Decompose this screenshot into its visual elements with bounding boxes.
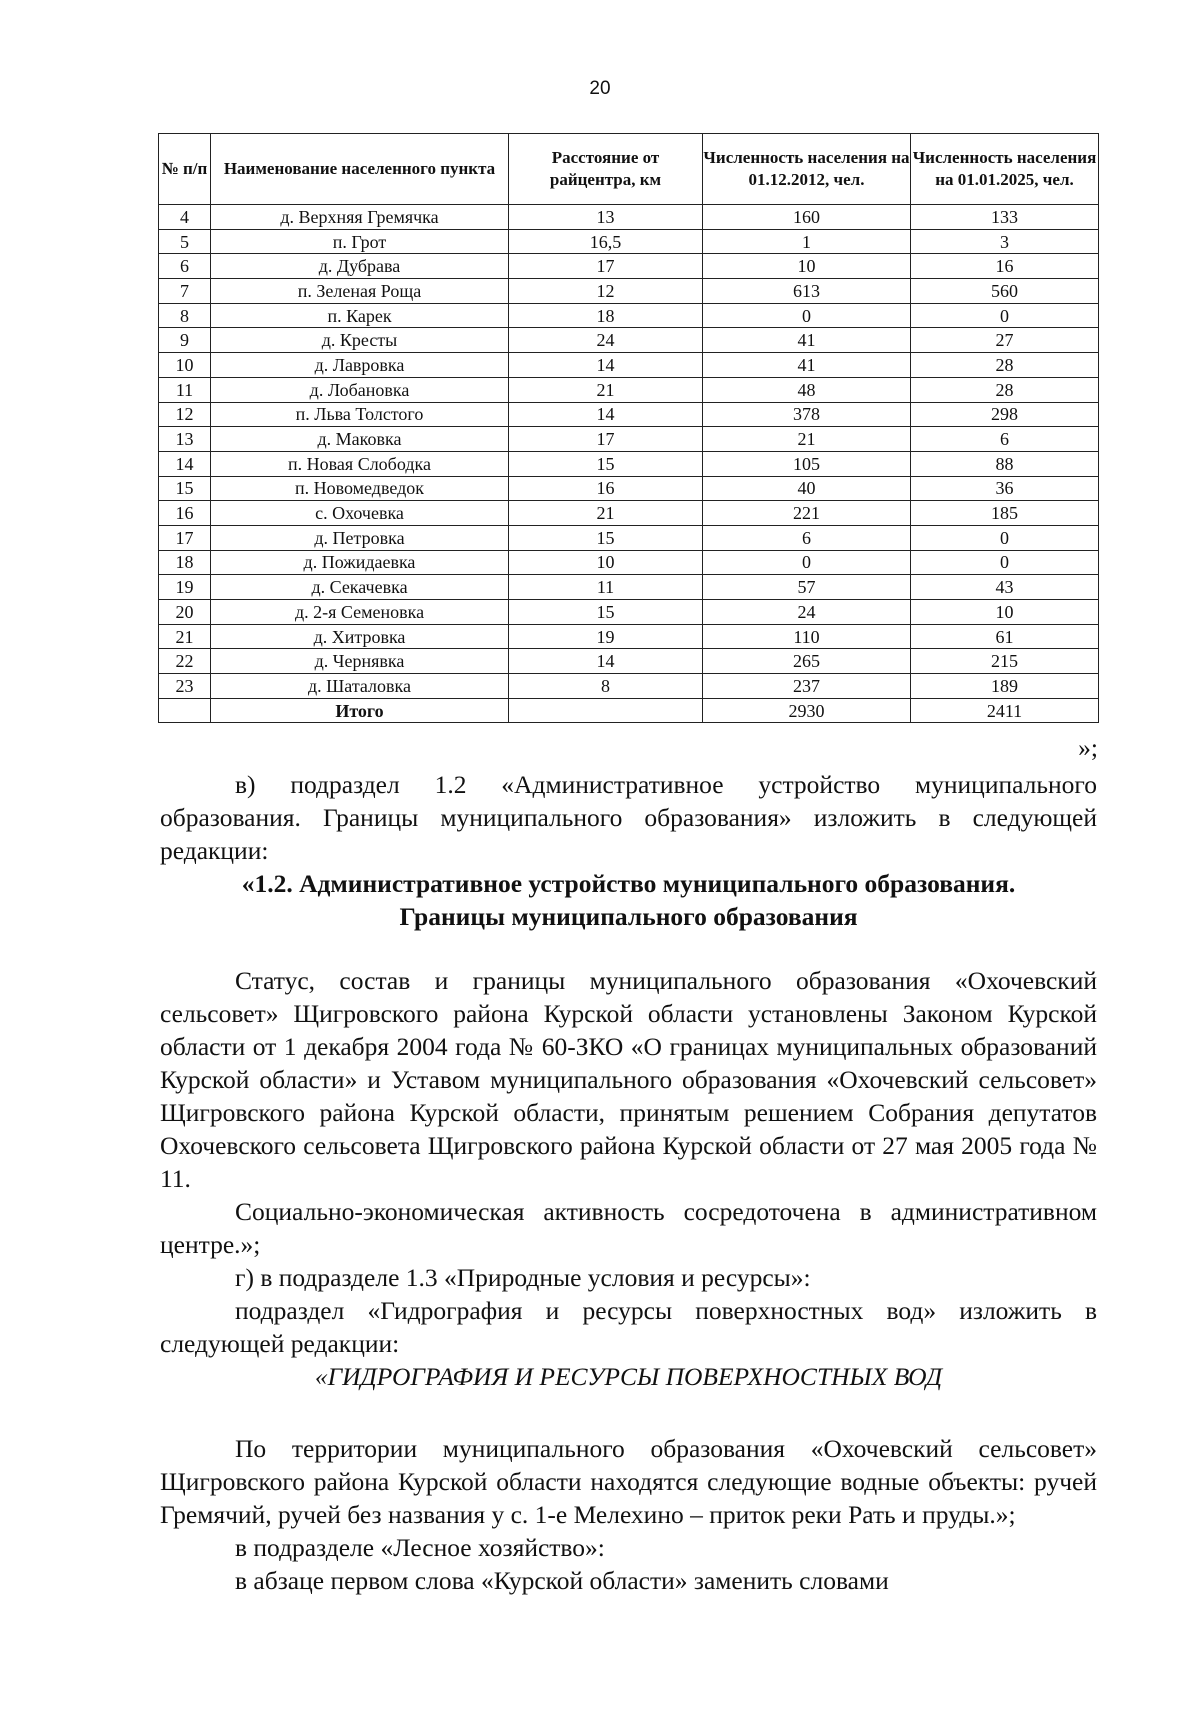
table-row [159,649,1099,674]
cell-population-2025: 6 [911,427,1099,452]
cell-population-2025: 10 [911,600,1099,625]
cell-population-2025: 189 [911,674,1099,699]
cell-settlement-name: д. Шаталовка [211,674,509,699]
body-text-hydro [160,1432,1097,1597]
table-row [159,205,1099,230]
cell-distance: 21 [509,377,703,402]
cell-population-2025: 0 [911,550,1099,575]
cell-settlement-name: д. Чернявка [211,649,509,674]
table-row [159,377,1099,402]
cell-population-2012: 40 [703,476,911,501]
cell-distance: 13 [509,205,703,230]
cell-population-2025: 43 [911,575,1099,600]
table-row [159,353,1099,378]
table-body [159,205,1099,723]
cell-population-2012: 57 [703,575,911,600]
heading-1-2-line1: «1.2. Административное устройство муниципального образования. [241,869,1016,898]
header-population-2025: Численность населения на 01.01.2025, чел. [911,134,1099,205]
cell-population-2025: 28 [911,377,1099,402]
header-number: № п/п [159,134,211,205]
cell-number: 7 [159,279,211,304]
table-header-row [159,134,1099,205]
cell-settlement-name: д. Маковка [211,427,509,452]
cell-number: 18 [159,550,211,575]
cell-distance: 14 [509,353,703,378]
cell-population-2012: 237 [703,674,911,699]
cell-number: 19 [159,575,211,600]
cell-population-2025: 133 [911,205,1099,230]
activity-paragraph: Социально-экономическая активность сосредоточена в административном центре.»; [160,1197,1097,1259]
status-paragraph: Статус, состав и границы муниципального образования «Охочевский сельсовет» Щигровского района Курской области установлены Законом Курской области от 1 декабря 2004 года № 60-ЗКО «О границах муниципальных образований Курской области» и Уставом муниципального образования «Охочевский сельсовет» Щигровского района Курской области, принятым решением Собрания депутатов Охочевского сельсовета Щигровского района Курской области от 27 мая 2005 года № 11. [160,966,1097,1193]
cell-number: 13 [159,427,211,452]
cell-distance: 19 [509,624,703,649]
table-row [159,674,1099,699]
cell-settlement-name: д. Секачевка [211,575,509,600]
cell-population-2025: 560 [911,279,1099,304]
hydro-instruction-paragraph: подраздел «Гидрография и ресурсы поверхностных вод» изложить в следующей редакции: [160,1296,1097,1358]
cell-number: 15 [159,476,211,501]
cell-population-2025: 0 [911,525,1099,550]
hydro-paragraph: По территории муниципального образования «Охочевский сельсовет» Щигровского района Курской области находятся следующие водные объекты: ручей Гремячий, ручей без названия у с. 1-е Мелехино – приток реки Рать и пруды.»; [160,1434,1097,1529]
cell-population-2012: 1 [703,229,911,254]
cell-settlement-name: п. Новомедведок [211,476,509,501]
cell-population-2012: 48 [703,377,911,402]
cell-population-2012: 6 [703,525,911,550]
cell-population-2012: 110 [703,624,911,649]
header-settlement-name: Наименование населенного пункта [211,134,509,205]
table-row [159,476,1099,501]
cell-population-2012: 24 [703,600,911,625]
cell-population-2012: 613 [703,279,911,304]
section-g-paragraph: г) в подразделе 1.3 «Природные условия и ресурсы»: [235,1263,811,1292]
cell-population-2012: 41 [703,328,911,353]
cell-distance: 15 [509,600,703,625]
cell-population-2012: 160 [703,205,911,230]
cell-number: 4 [159,205,211,230]
cell-population-2025: 0 [911,303,1099,328]
cell-distance: 10 [509,550,703,575]
settlements-table [158,133,1099,723]
cell-settlement-name: д. Лобановка [211,377,509,402]
cell-settlement-name: д. Лавровка [211,353,509,378]
cell-distance: 14 [509,402,703,427]
table-row [159,303,1099,328]
cell-distance: 16 [509,476,703,501]
cell-settlement-name: д. Петровка [211,525,509,550]
table-row [159,328,1099,353]
total-population-2025: 2411 [911,698,1099,723]
cell-distance: 18 [509,303,703,328]
cell-number [159,698,211,723]
cell-distance: 17 [509,254,703,279]
cell-population-2012: 0 [703,303,911,328]
cell-distance: 11 [509,575,703,600]
cell-number: 5 [159,229,211,254]
table-row [159,427,1099,452]
cell-population-2012: 21 [703,427,911,452]
cell-population-2025: 28 [911,353,1099,378]
table-total-row [159,698,1099,723]
section-v-paragraph: в) подраздел 1.2 «Административное устройство муниципального образования. Границы муниципального образования» изложить в следующей редакции: [160,770,1097,865]
total-population-2012: 2930 [703,698,911,723]
hydro-heading: «ГИДРОГРАФИЯ И РЕСУРСЫ ПОВЕРХНОСТНЫХ ВОД [314,1362,943,1391]
cell-distance: 8 [509,674,703,699]
cell-number: 22 [159,649,211,674]
cell-distance: 15 [509,451,703,476]
cell-number: 9 [159,328,211,353]
cell-population-2025: 27 [911,328,1099,353]
table-row [159,575,1099,600]
cell-number: 10 [159,353,211,378]
table-row [159,254,1099,279]
heading-1-2-line2: Границы муниципального образования [399,902,858,931]
cell-settlement-name: д. Хитровка [211,624,509,649]
cell-population-2012: 0 [703,550,911,575]
cell-population-2012: 221 [703,501,911,526]
cell-number: 17 [159,525,211,550]
header-distance: Расстояние от райцентра, км [509,134,703,205]
forestry-paragraph: в подразделе «Лесное хозяйство»: [235,1533,605,1562]
table-row [159,229,1099,254]
cell-number: 14 [159,451,211,476]
cell-number: 11 [159,377,211,402]
last-paragraph: в абзаце первом слова «Курской области» заменить словами [235,1566,889,1595]
page-number: 20 [589,78,611,99]
cell-number: 8 [159,303,211,328]
cell-settlement-name: п. Льва Толстого [211,402,509,427]
cell-settlement-name: д. Верхняя Гремячка [211,205,509,230]
cell-number: 6 [159,254,211,279]
cell-population-2012: 265 [703,649,911,674]
cell-number: 12 [159,402,211,427]
table-row [159,279,1099,304]
cell-settlement-name: п. Зеленая Роща [211,279,509,304]
cell-population-2025: 185 [911,501,1099,526]
cell-settlement-name: д. Кресты [211,328,509,353]
cell-distance: 14 [509,649,703,674]
cell-settlement-name: с. Охочевка [211,501,509,526]
cell-distance [509,698,703,723]
cell-settlement-name: п. Новая Слободка [211,451,509,476]
cell-distance: 16,5 [509,229,703,254]
table-row [159,550,1099,575]
cell-population-2025: 215 [911,649,1099,674]
cell-settlement-name: п. Грот [211,229,509,254]
cell-population-2025: 61 [911,624,1099,649]
cell-population-2012: 378 [703,402,911,427]
cell-population-2025: 88 [911,451,1099,476]
cell-population-2025: 298 [911,402,1099,427]
quote-close-mark: »; [1078,733,1098,762]
cell-distance: 24 [509,328,703,353]
cell-number: 20 [159,600,211,625]
cell-population-2025: 3 [911,229,1099,254]
table-row [159,402,1099,427]
cell-distance: 17 [509,427,703,452]
cell-population-2025: 16 [911,254,1099,279]
cell-number: 23 [159,674,211,699]
cell-population-2012: 10 [703,254,911,279]
cell-population-2012: 105 [703,451,911,476]
cell-settlement-name: д. Пожидаевка [211,550,509,575]
cell-population-2025: 36 [911,476,1099,501]
body-text [160,768,1097,933]
table-row [159,600,1099,625]
table-row [159,525,1099,550]
cell-settlement-name: д. Дубрава [211,254,509,279]
cell-number: 21 [159,624,211,649]
cell-settlement-name: д. 2-я Семеновка [211,600,509,625]
total-label: Итого [211,698,509,723]
table-row [159,624,1099,649]
cell-number: 16 [159,501,211,526]
header-population-2012: Численность населения на 01.12.2012, чел. [703,134,911,205]
cell-distance: 21 [509,501,703,526]
table-row [159,451,1099,476]
table-row [159,501,1099,526]
cell-settlement-name: п. Карек [211,303,509,328]
cell-distance: 15 [509,525,703,550]
body-text-status [160,964,1097,1393]
cell-population-2012: 41 [703,353,911,378]
cell-distance: 12 [509,279,703,304]
